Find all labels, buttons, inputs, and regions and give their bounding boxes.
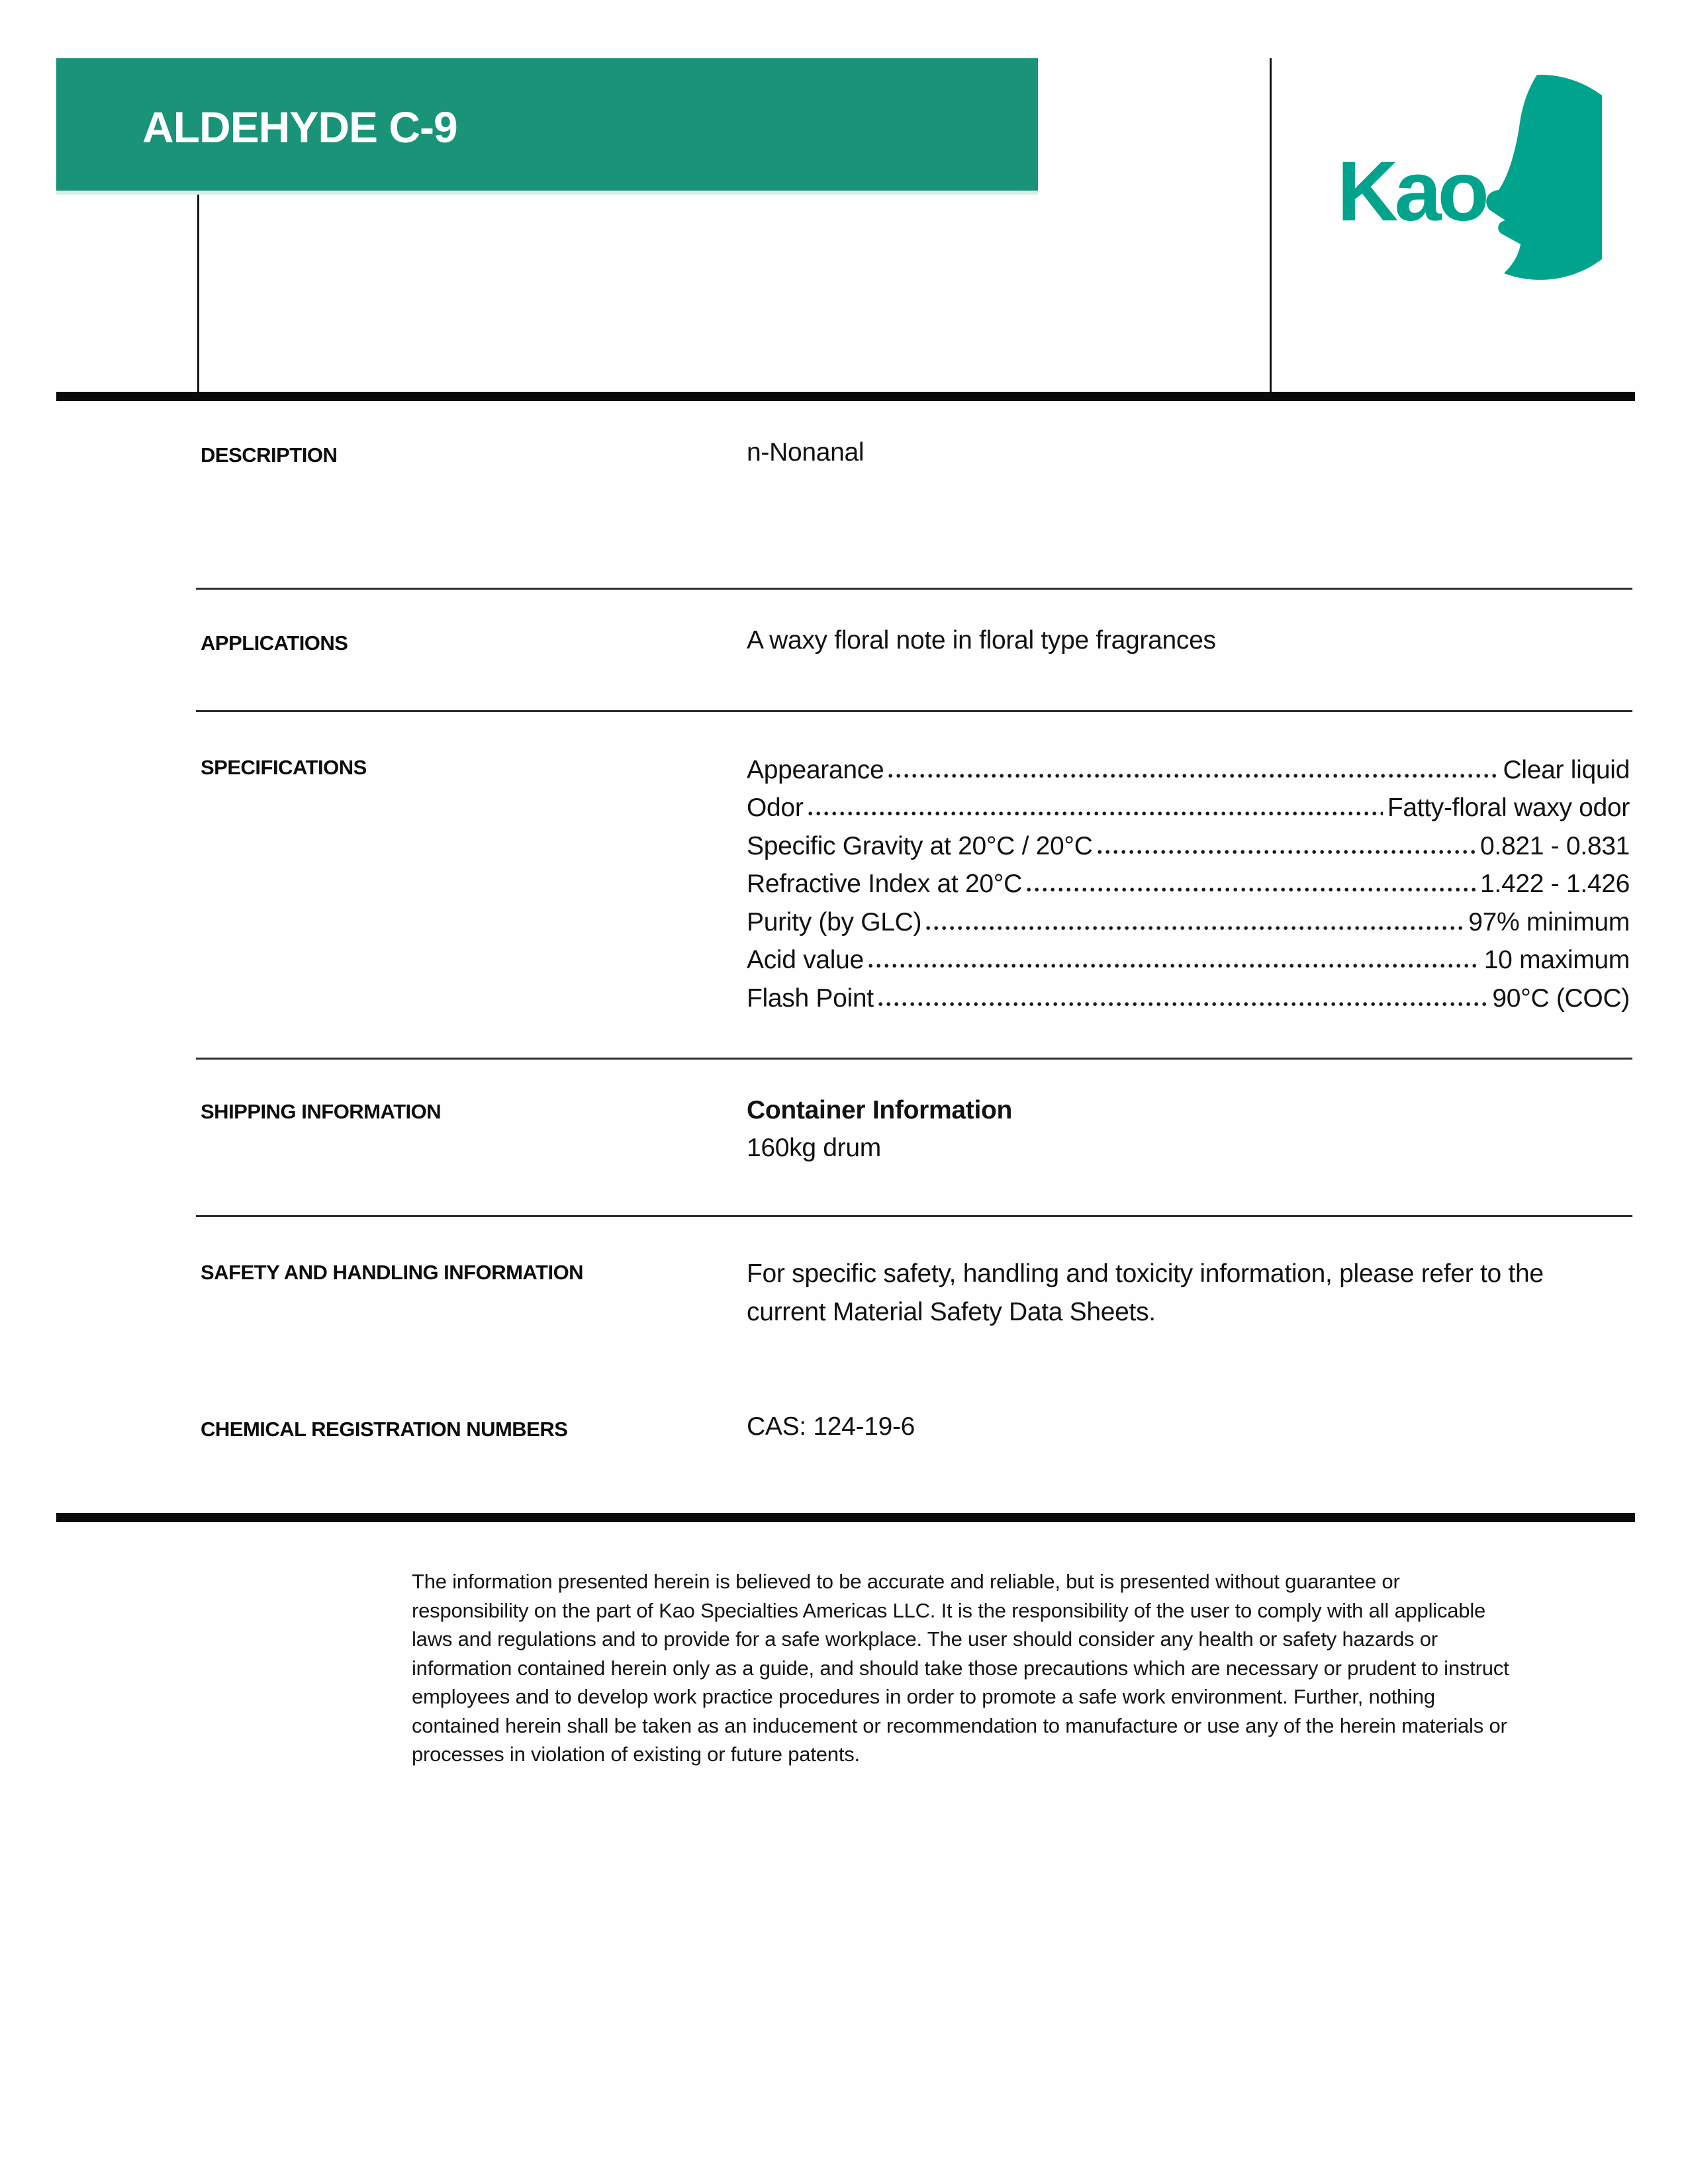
safety-label: SAFETY AND HANDLING INFORMATION xyxy=(201,1261,584,1284)
dot-leader xyxy=(808,811,1383,816)
dot-leader xyxy=(926,926,1464,931)
kao-logo xyxy=(1291,63,1602,285)
spec-row xyxy=(747,975,1630,1013)
description-label: DESCRIPTION xyxy=(201,443,338,467)
spec-value: Clear liquid xyxy=(1503,755,1630,784)
spec-row xyxy=(747,937,1630,976)
cas-number-value: CAS: 124-19-6 xyxy=(747,1412,915,1441)
spec-value: 1.422 - 1.426 xyxy=(1480,870,1630,899)
disclaimer-line: employees and to develop work practice procedures in order to promote a safe work environment. Further, nothing xyxy=(412,1685,1435,1708)
spec-name: Acid value xyxy=(747,946,864,975)
header-vertical-divider-right xyxy=(1270,58,1272,397)
shipping-container-heading: Container Information xyxy=(747,1096,1013,1124)
disclaimer-line: contained herein shall be taken as an inducement or recommendation to manufacture or use any of the herein materials or xyxy=(412,1713,1507,1737)
disclaimer-line: The information presented herein is believed to be accurate and reliable, but is presented without guarantee or xyxy=(412,1570,1400,1593)
disclaimer xyxy=(412,1567,1509,1769)
spec-value: 97% minimum xyxy=(1468,907,1630,936)
spec-row xyxy=(747,823,1630,861)
product-title-banner xyxy=(56,58,1038,195)
spec-row xyxy=(747,899,1630,937)
specifications-list xyxy=(747,747,1630,1013)
safety-text-line: current Material Safety Data Sheets. xyxy=(747,1297,1156,1326)
disclaimer-line: responsibility on the part of Kao Specialties Americas LLC. It is the responsibility of the user to comply with all applicable xyxy=(412,1598,1486,1622)
dot-leader xyxy=(878,1002,1488,1007)
dot-leader xyxy=(868,964,1479,968)
disclaimer-line: laws and regulations and to provide for a safe workplace. The user should consider any health or safety hazards or xyxy=(412,1627,1438,1651)
chemical-registration-label: CHEMICAL REGISTRATION NUMBERS xyxy=(201,1418,568,1441)
kao-logo-graphic xyxy=(1291,63,1602,285)
shipping-label: SHIPPING INFORMATION xyxy=(201,1100,442,1123)
spec-value: 90°C (COC) xyxy=(1492,983,1630,1013)
spec-row xyxy=(747,861,1630,899)
spec-row xyxy=(747,747,1630,785)
section-separator xyxy=(196,710,1632,712)
spec-value: 10 maximum xyxy=(1483,946,1630,975)
spec-value: 0.821 - 0.831 xyxy=(1480,831,1630,860)
dot-leader xyxy=(1027,887,1476,892)
safety-text xyxy=(747,1255,1544,1331)
applications-label: APPLICATIONS xyxy=(201,631,348,655)
section-separator xyxy=(196,588,1632,590)
section-separator xyxy=(196,1215,1632,1217)
spec-value: Fatty-floral waxy odor xyxy=(1387,794,1630,823)
spec-name: Specific Gravity at 20°C / 20°C xyxy=(747,831,1093,860)
dot-leader xyxy=(888,774,1498,778)
product-title: ALDEHYDE C-9 xyxy=(142,103,457,152)
spec-name: Appearance xyxy=(747,755,884,784)
shipping-container-value: 160kg drum xyxy=(747,1134,881,1162)
spec-row xyxy=(747,785,1630,823)
header-vertical-divider-left xyxy=(197,195,199,397)
spec-name: Purity (by GLC) xyxy=(747,907,922,936)
specifications-label: SPECIFICATIONS xyxy=(201,756,367,779)
description-value: n-Nonanal xyxy=(747,438,865,467)
spec-name: Flash Point xyxy=(747,983,874,1013)
kao-logo-text: Kao xyxy=(1337,144,1485,239)
spec-name: Refractive Index at 20°C xyxy=(747,870,1022,899)
section-separator xyxy=(196,1058,1632,1060)
disclaimer-line: processes in violation of existing or future patents. xyxy=(412,1743,860,1766)
horizontal-rule-top xyxy=(56,392,1635,401)
disclaimer-line: information contained herein only as a guide, and should take those precautions which are necessary or prudent to instruct xyxy=(412,1656,1509,1680)
safety-text-line: For specific safety, handling and toxicity information, please refer to the xyxy=(747,1259,1544,1288)
dot-leader xyxy=(1098,850,1476,854)
spec-name: Odor xyxy=(747,794,804,823)
applications-value: A waxy floral note in floral type fragrances xyxy=(747,626,1216,655)
horizontal-rule-bottom xyxy=(56,1513,1635,1522)
